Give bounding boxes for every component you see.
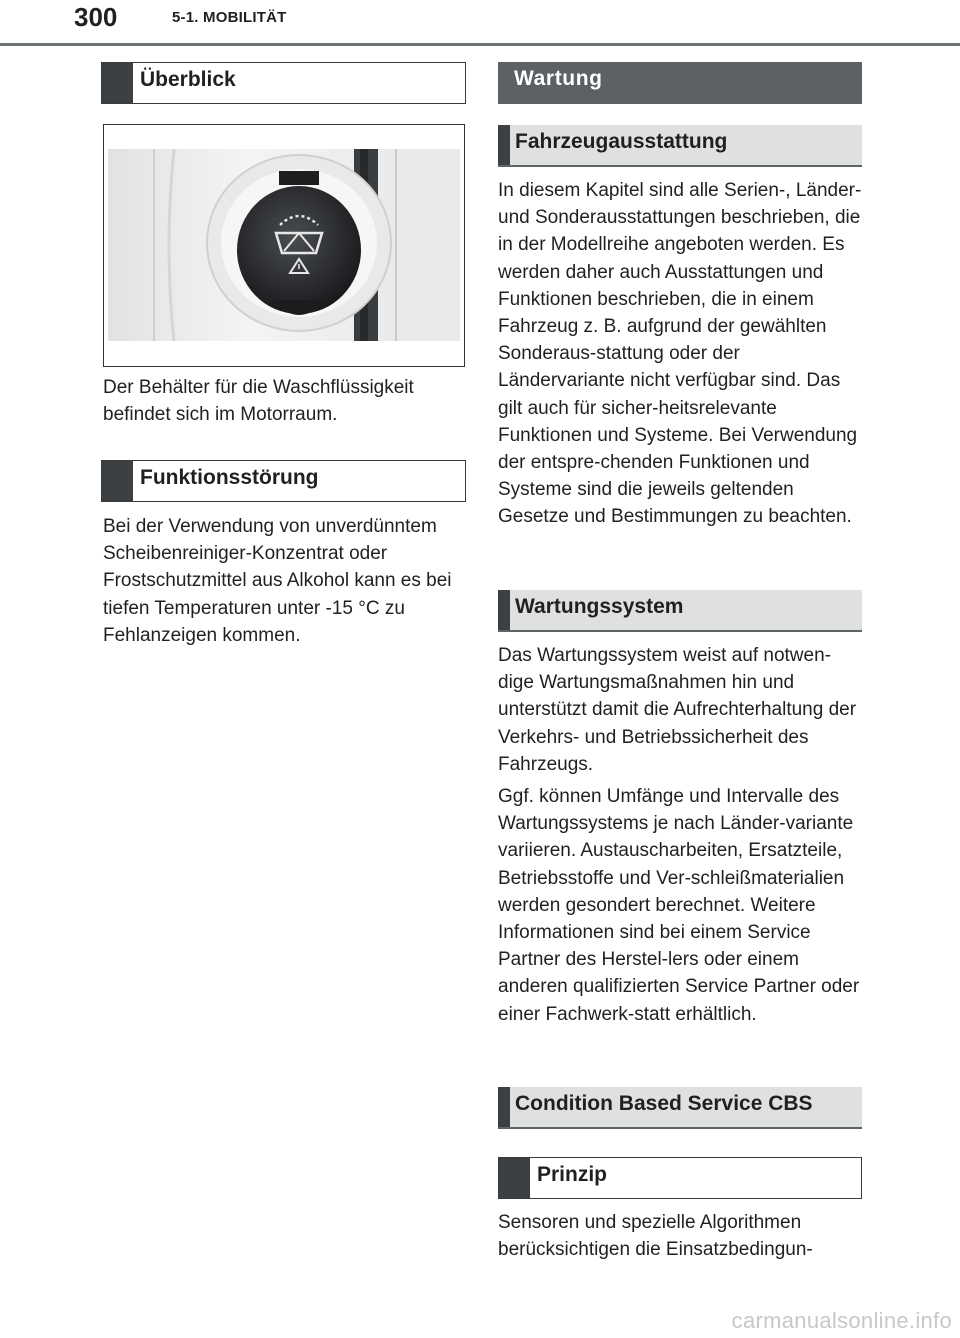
- washer-fluid-reservoir-cap-icon: [104, 125, 464, 366]
- heading-marker: [102, 63, 133, 103]
- heading-marker: [498, 1087, 510, 1127]
- heading-marker: [498, 125, 510, 165]
- page-number: 300: [74, 2, 118, 32]
- section-heading-wartungssystem: [498, 590, 862, 632]
- section-heading-label: Prinzip: [537, 1163, 608, 1186]
- section-heading-ueberblick: [101, 62, 466, 104]
- header-rule: [0, 43, 960, 46]
- heading-marker: [499, 1158, 530, 1198]
- section-heading-funktionsstoerung: [101, 460, 466, 502]
- section-heading-label: Wartungssystem: [515, 595, 684, 618]
- section-heading-prinzip: [498, 1157, 862, 1199]
- section-heading-cbs: [498, 1087, 862, 1129]
- paragraph-prinzip: Sensoren und spezielle Algorithmen berücksichtigen die Einsatzbedingun-: [498, 1212, 813, 1261]
- paragraph-ueberblick: Der Behälter für die Waschflüssigkeit befindet sich im Motorraum.: [103, 377, 414, 426]
- section-heading-fahrzeugausstattung: [498, 125, 862, 167]
- paragraph-funktionsstoerung: Bei der Verwendung von unverdünntem Scheibenreiniger-Konzentrat oder Frostschutzmittel aus Alkohol kann es bei tiefen Temperaturen unter -15 °C zu Fehlanzeigen kommen.: [103, 516, 452, 646]
- paragraph-wartungssystem-2: Ggf. können Umfänge und Intervalle des Wartungssystems je nach Länder-variante variieren. Austauscharbeiten, Ersatzteile, Betriebsstoffe und Ver-schleißmaterialien werden gesondert berechnet. Weitere Informationen sind bei einem Service Partner des Herstel-lers oder einem anderen qualifizierten Service Partner oder einer Fachwerk-statt erhältlich.: [498, 786, 860, 1025]
- watermark: carmanualsonline.info: [731, 1308, 952, 1333]
- figure-washer-fluid-reservoir: [103, 124, 465, 367]
- heading-marker: [102, 461, 133, 501]
- heading-marker: [498, 590, 510, 630]
- section-heading-label: Funktionsstörung: [140, 466, 319, 489]
- section-heading-wartung: [498, 62, 862, 104]
- paragraph-wartungssystem-1: Das Wartungssystem weist auf notwen-dige Wartungsmaßnahmen hin und unterstützt damit die Aufrechterhaltung der Verkehrs- und Betriebssicherheit des Fahrzeugs.: [498, 645, 857, 775]
- section-heading-label: Fahrzeugausstattung: [515, 130, 728, 153]
- section-heading-label: Wartung: [514, 67, 603, 90]
- section-heading-label: Condition Based Service CBS: [515, 1092, 813, 1115]
- chapter-title: 5-1. MOBILITÄT: [172, 9, 287, 26]
- section-heading-label: Überblick: [140, 68, 236, 91]
- paragraph-fahrzeugausstattung: In diesem Kapitel sind alle Serien-, Länder- und Sonderausstattungen beschrieben, die in der Modellreihe angeboten werden. Es werden daher auch Ausstattungen und Funktionen beschrieben, die in einem Fahrzeug z. B. aufgrund der gewählten Sonderaus-stattung oder der Ländervariante nicht verfügbar sind. Das gilt auch für sicher-heitsrelevante Funktionen und Systeme. Bei Verwendung der entspre-chenden Funktionen und Systeme sind die jeweils geltenden Gesetze und Bestimmungen zu beachten.: [498, 180, 862, 528]
